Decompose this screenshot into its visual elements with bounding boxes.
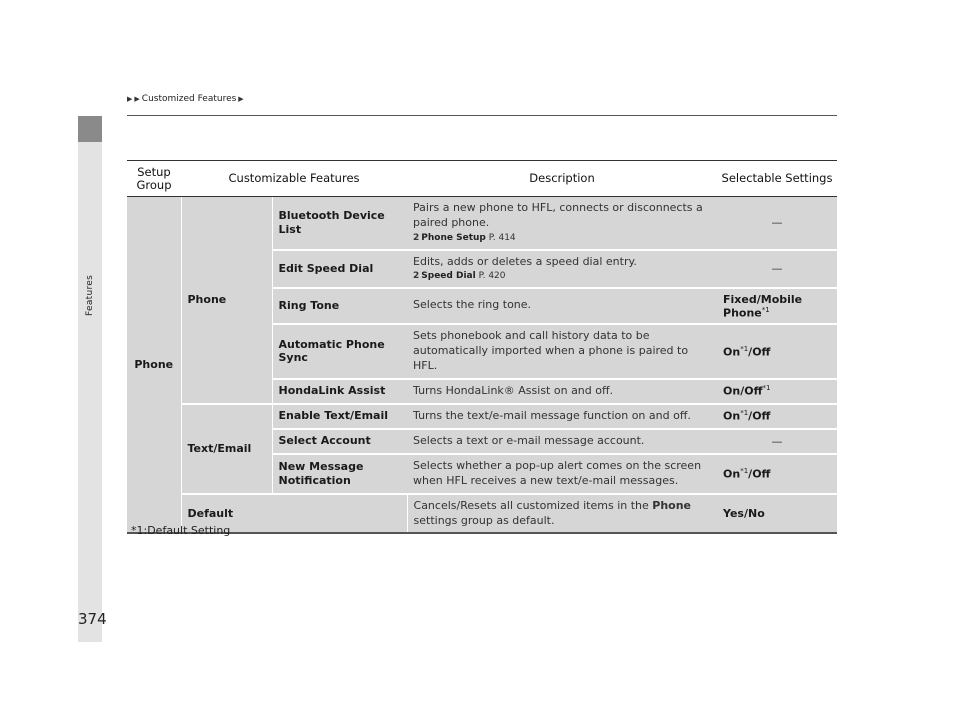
feature-description: Selects a text or e-mail message account. [407, 429, 717, 454]
side-tab-bar [78, 142, 102, 642]
feature-description: Turns HondaLink® Assist on and off. [407, 379, 717, 404]
feature-description: Turns the text/e-mail message function on and off. [407, 404, 717, 429]
feature-description: Edits, adds or deletes a speed dial entry. 2 Speed Dial P. 420 [407, 250, 717, 288]
feature-name: Automatic Phone Sync [272, 324, 407, 379]
setup-group-cell: Phone [127, 197, 181, 534]
table-row [127, 404, 837, 429]
breadcrumb-label: Customized Features [141, 94, 237, 104]
side-tab-marker [78, 116, 102, 142]
selectable-setting: — [717, 429, 837, 454]
page-reference: 2 Speed Dial P. 420 [413, 271, 506, 282]
feature-description: Selects whether a pop-up alert comes on the screen when HFL receives a new text/e-mail messages. [407, 454, 717, 494]
header-setup-group: Setup Group [127, 161, 181, 197]
feature-description: Sets phonebook and call history data to be automatically imported when a phone is paired to HFL. [407, 324, 717, 379]
selectable-setting: On$^{*1}$/Off [717, 324, 837, 379]
feature-name: Select Account [272, 429, 407, 454]
breadcrumb [127, 94, 244, 104]
feature-description: Selects the ring tone. [407, 288, 717, 325]
selectable-setting: On/Off$^{*1}$ [717, 379, 837, 404]
triangle-right-icon: ▶ [238, 95, 244, 103]
header-rule [127, 115, 837, 116]
feature-name: New Message Notification [272, 454, 407, 494]
feature-name: Enable Text/Email [272, 404, 407, 429]
subgroup-text-email: Text/Email [181, 404, 272, 494]
footnote: *1:Default Setting [131, 524, 231, 537]
side-tab-label: Features [85, 274, 95, 316]
triangle-right-icon: ▶ [134, 95, 140, 103]
feature-name: Bluetooth Device List [272, 197, 407, 250]
table-row [127, 197, 837, 250]
reference-arrow-icon: 2 [413, 233, 420, 244]
triangle-right-icon: ▶ [127, 95, 133, 103]
subgroup-default: Default [181, 494, 407, 534]
page-reference: 2 Phone Setup P. 414 [413, 233, 516, 244]
feature-name: Edit Speed Dial [272, 250, 407, 288]
reference-arrow-icon: 2 [413, 271, 420, 282]
feature-description: Cancels/Resets all customized items in the Phone settings group as default. [407, 494, 717, 534]
selectable-setting: Fixed/Mobile Phone$^{*1}$ [717, 288, 837, 325]
feature-name: Ring Tone [272, 288, 407, 325]
selectable-setting: On$^{*1}$/Off [717, 404, 837, 429]
selectable-setting: — [717, 250, 837, 288]
page-number: 374 [78, 610, 107, 628]
feature-description: Pairs a new phone to HFL, connects or disconnects a paired phone. 2 Phone Setup P. 414 [407, 197, 717, 250]
subgroup-phone: Phone [181, 197, 272, 404]
selectable-setting: On$^{*1}$/Off [717, 454, 837, 494]
selectable-setting: Yes/No [717, 494, 837, 534]
header-selectable-settings: Selectable Settings [717, 161, 837, 197]
header-customizable-features: Customizable Features [181, 161, 407, 197]
selectable-setting: — [717, 197, 837, 250]
table-row [127, 494, 837, 534]
customizable-features-table [127, 160, 837, 534]
feature-name: HondaLink Assist [272, 379, 407, 404]
header-description: Description [407, 161, 717, 197]
table-header-row [127, 161, 837, 197]
